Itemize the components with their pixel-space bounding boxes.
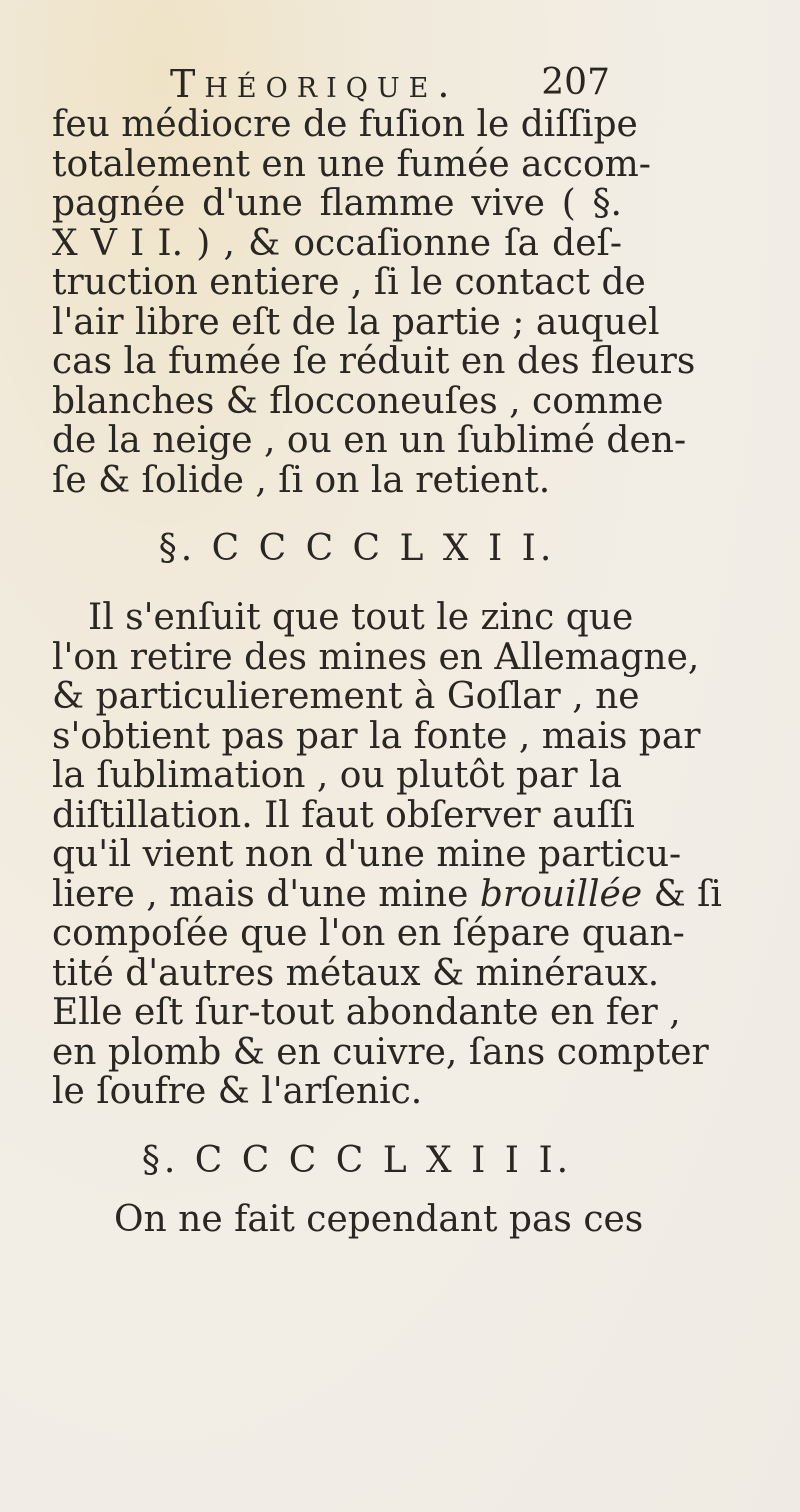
text-line: de la neige , ou en un ſublimé den- [52, 420, 687, 461]
text-line: tité d'autres métaux & minéraux. [52, 952, 660, 994]
text-segment: liere , mais d'une mine [52, 873, 469, 915]
text-line: totalement en une fumée accom- [52, 143, 651, 185]
text-line: compoſée que l'on en ſépare quan- [52, 913, 685, 954]
text-line: X V I I. ) , & occaſionne ſa deſ- [52, 222, 622, 264]
section-heading: §. C C C C L X I I. [158, 528, 556, 569]
text-segment: & ſi [653, 873, 722, 915]
text-line: truction entiere , ſi le contact de [52, 262, 646, 303]
text-line: le ſoufre & l'arſenic. [52, 1071, 423, 1112]
text-line: Elle eſt ſur-tout abondante en fer , [52, 992, 681, 1033]
text-line: la ſublimation , ou plutôt par la [52, 755, 623, 796]
text-line: blanches & flocconeuſes , comme [52, 380, 664, 422]
text-line: en plomb & en cuivre, ſans compter [52, 1031, 709, 1073]
italic-term: brouillée [479, 873, 643, 915]
section-heading: §. C C C C L X I I I. [141, 1139, 573, 1181]
text-line: l'on retire des mines en Allemagne, [52, 636, 700, 678]
text-line: & particulierement à Goſlar , ne [52, 676, 640, 717]
text-line: diſtillation. Il faut obſerver auſſi [52, 794, 635, 836]
running-head: Théorique. [170, 62, 459, 106]
text-line: qu'il vient non d'une mine particu- [52, 834, 682, 875]
page-number: 207 [541, 62, 610, 103]
text-line: cas la fumée ſe réduit en des fleurs [52, 341, 696, 382]
text-line: l'air libre eſt de la partie ; auquel [52, 301, 660, 343]
text-line: pagnée d'une flamme vive ( §. [52, 183, 622, 224]
catchline: On ne fait cependant pas ces [114, 1198, 644, 1240]
text-block [52, 104, 722, 1240]
text-line: ſe & ſolide , ſi on la retient. [52, 459, 551, 501]
text-line: s'obtient pas par la fonte , mais par [52, 715, 701, 757]
text-line: feu médiocre de fuſion le diſſipe [52, 104, 638, 145]
text-line [52, 873, 722, 915]
text-line: Il s'enſuit que tout le zinc que [88, 597, 634, 638]
